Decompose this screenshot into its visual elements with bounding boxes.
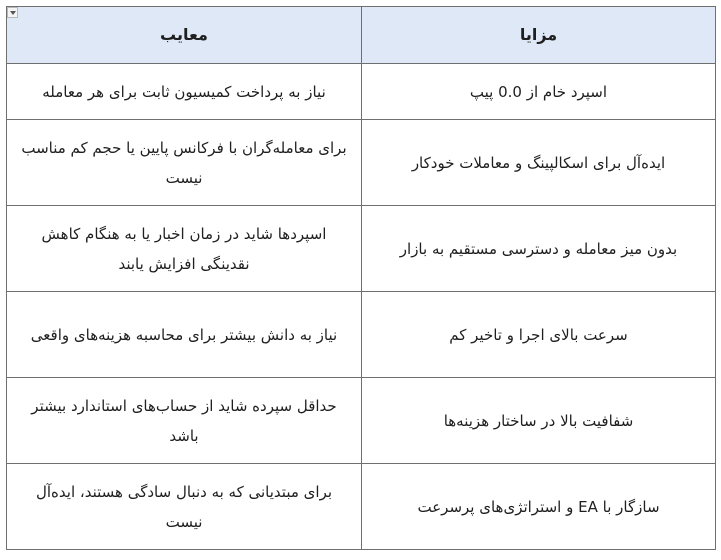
table-row <box>7 464 716 550</box>
advantage-cell: ایده‌آل برای اسکالپینگ و معاملات خودکار <box>362 120 716 206</box>
disadvantage-cell: نیاز به پرداخت کمیسیون ثابت برای هر معامله <box>7 64 362 120</box>
table-header-row <box>7 7 716 64</box>
dropdown-arrow-icon[interactable] <box>7 7 18 18</box>
advantage-cell: سازگار با EA و استراتژی‌های پرسرعت <box>362 464 716 550</box>
table-row <box>7 378 716 464</box>
comparison-table-container <box>6 6 715 550</box>
table-row <box>7 206 716 292</box>
advantage-cell: شفافیت بالا در ساختار هزینه‌ها <box>362 378 716 464</box>
disadvantage-cell: برای معامله‌گران با فرکانس پایین یا حجم کم مناسب نیست <box>7 120 362 206</box>
advantage-cell: اسپرد خام از 0.0 پیپ <box>362 64 716 120</box>
disadvantage-cell: حداقل سپرده شاید از حساب‌های استاندارد بیشتر باشد <box>7 378 362 464</box>
advantage-cell: بدون میز معامله و دسترسی مستقیم به بازار <box>362 206 716 292</box>
disadvantage-cell: برای مبتدیانی که به دنبال سادگی هستند، ایده‌آل نیست <box>7 464 362 550</box>
table-row <box>7 64 716 120</box>
disadvantage-cell: نیاز به دانش بیشتر برای محاسبه هزینه‌های واقعی <box>7 292 362 378</box>
pros-cons-table <box>6 6 716 550</box>
advantage-cell: سرعت بالای اجرا و تاخیر کم <box>362 292 716 378</box>
header-advantages: مزایا <box>362 7 716 64</box>
table-row <box>7 120 716 206</box>
table-row <box>7 292 716 378</box>
header-disadvantages: معایب <box>7 7 362 64</box>
disadvantage-cell: اسپردها شاید در زمان اخبار یا به هنگام کاهش نقدینگی افزایش یابند <box>7 206 362 292</box>
